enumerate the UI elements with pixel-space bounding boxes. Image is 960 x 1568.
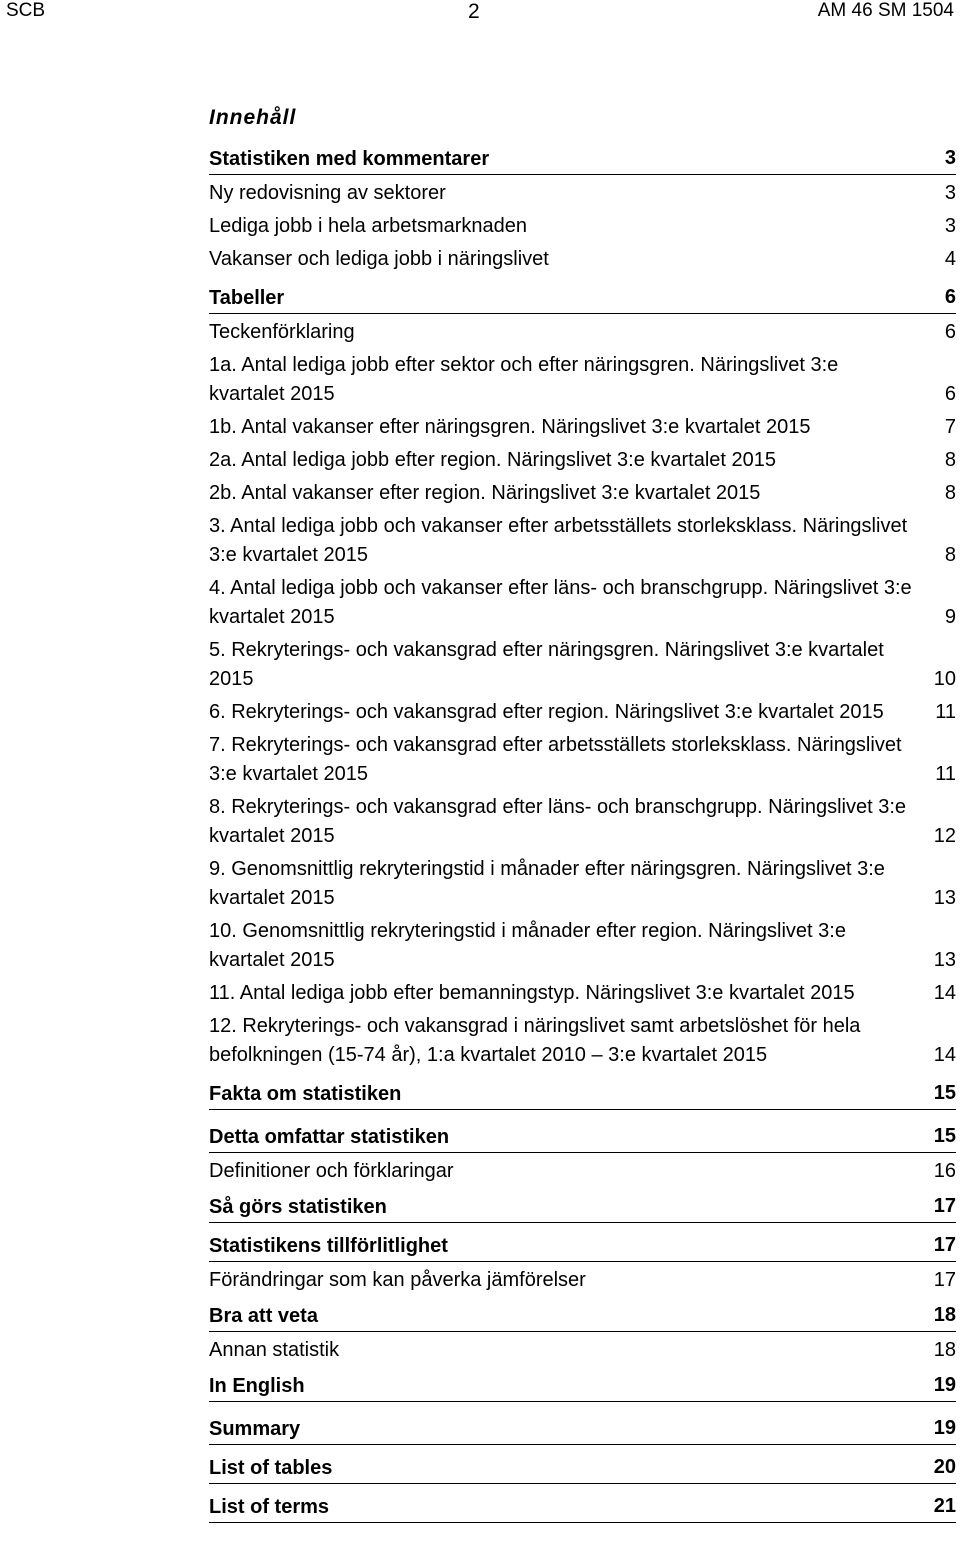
toc-entry[interactable] — [209, 212, 956, 241]
toc-entry[interactable] — [209, 446, 956, 475]
page-header — [0, 0, 960, 26]
toc-entry-text: 9. Genomsnittlig rekryteringstid i månader efter näringsgren. Näringslivet 3:e kvartalet 2015 — [209, 858, 885, 909]
toc-entry-text: Lediga jobb i hela arbetsmarknaden — [209, 215, 527, 237]
toc-entry-page: 8 — [944, 482, 956, 504]
toc-entry-page: 11 — [935, 701, 956, 723]
toc-entry[interactable] — [209, 479, 956, 508]
toc-section[interactable] — [209, 1192, 956, 1223]
toc-entry-page: 21 — [933, 1495, 956, 1517]
toc-entry[interactable] — [209, 413, 956, 442]
toc-entry-page: 6 — [944, 321, 956, 343]
toc-entry-text: 3. Antal lediga jobb och vakanser efter arbetsställets storleksklass. Näringslivet 3:e kvartalet 2015 — [209, 515, 908, 566]
toc-entry-page: 13 — [933, 887, 956, 909]
toc-entry-page: 6 — [944, 286, 956, 308]
toc-entry-text: 10. Genomsnittlig rekryteringstid i månader efter region. Näringslivet 3:e kvartalet 2015 — [209, 920, 846, 971]
toc-section[interactable] — [209, 1371, 956, 1402]
toc-section[interactable] — [209, 1231, 956, 1262]
toc-entry[interactable] — [209, 917, 956, 975]
toc-section[interactable] — [209, 283, 956, 314]
toc-section[interactable] — [209, 1301, 956, 1332]
toc-entry-text: 7. Rekryterings- och vakansgrad efter arbetsställets storleksklass. Näringslivet 3:e kvartalet 2015 — [209, 734, 902, 785]
toc-entry-text: Teckenförklaring — [209, 321, 355, 343]
toc-entry[interactable] — [209, 636, 956, 694]
toc-entry-text: Summary — [209, 1418, 301, 1440]
toc-entry-page: 15 — [933, 1082, 956, 1104]
toc-entry-text: Annan statistik — [209, 1339, 340, 1361]
toc-entry[interactable] — [209, 245, 956, 274]
toc-entry-text: Så görs statistiken — [209, 1196, 387, 1218]
toc-entry-page: 15 — [933, 1125, 956, 1147]
toc-entry-page: 14 — [933, 982, 956, 1004]
toc-entry-page: 11 — [935, 763, 956, 785]
toc-title: Innehåll — [209, 106, 297, 129]
toc-entry-text: 2a. Antal lediga jobb efter region. Näringslivet 3:e kvartalet 2015 — [209, 449, 777, 471]
toc-entry-page: 14 — [933, 1044, 956, 1066]
toc-entry[interactable] — [209, 512, 956, 570]
toc-entry[interactable] — [209, 179, 956, 208]
toc-entry-text: 1b. Antal vakanser efter näringsgren. Näringslivet 3:e kvartalet 2015 — [209, 416, 811, 438]
page-number: 2 — [468, 0, 480, 23]
toc-entry-page: 4 — [944, 248, 956, 270]
toc-entry-text: 4. Antal lediga jobb och vakanser efter läns- och branschgrupp. Näringslivet 3:e kvartalet 2015 — [209, 577, 912, 628]
toc-entry[interactable] — [209, 855, 956, 913]
toc-entry-page: 13 — [933, 949, 956, 971]
toc-entry-page: 16 — [933, 1160, 956, 1182]
toc-entry-page: 17 — [933, 1234, 956, 1256]
toc-entry[interactable] — [209, 574, 956, 632]
toc-entry-page: 6 — [944, 383, 956, 405]
table-of-contents — [209, 100, 956, 1523]
toc-entry[interactable] — [209, 698, 956, 727]
toc-entry-text: Statistikens tillförlitlighet — [209, 1235, 448, 1257]
toc-entry-text: 1a. Antal lediga jobb efter sektor och efter näringsgren. Näringslivet 3:e kvartalet 2015 — [209, 354, 839, 405]
toc-entry-text: 8. Rekryterings- och vakansgrad efter läns- och branschgrupp. Näringslivet 3:e kvartalet 2015 — [209, 796, 907, 847]
toc-entry-text: List of terms — [209, 1496, 330, 1518]
toc-entry-page: 12 — [933, 825, 956, 847]
toc-entry-text: Bra att veta — [209, 1305, 318, 1327]
toc-entry-page: 8 — [944, 544, 956, 566]
toc-entry-page: 18 — [933, 1339, 956, 1361]
header-publisher: SCB — [6, 0, 46, 21]
toc-entry[interactable] — [209, 1012, 956, 1070]
toc-entry-page: 17 — [933, 1269, 956, 1291]
toc-entry[interactable] — [209, 793, 956, 851]
toc-entry-page: 19 — [933, 1417, 956, 1439]
toc-entry-text: 6. Rekryterings- och vakansgrad efter region. Näringslivet 3:e kvartalet 2015 — [209, 701, 884, 723]
toc-entry-text: 11. Antal lediga jobb efter bemanningstyp. Näringslivet 3:e kvartalet 2015 — [209, 982, 855, 1004]
toc-entry-page: 9 — [944, 606, 956, 628]
toc-entry-page: 17 — [933, 1195, 956, 1217]
toc-entry-text: Definitioner och förklaringar — [209, 1160, 454, 1182]
toc-section[interactable] — [209, 144, 956, 175]
toc-entry-page: 19 — [933, 1374, 956, 1396]
toc-entry-text: Fakta om statistiken — [209, 1083, 402, 1105]
toc-entry-text: Statistiken med kommentarer — [209, 148, 490, 170]
toc-entry-page: 3 — [944, 182, 956, 204]
toc-entry-text: Vakanser och lediga jobb i näringslivet — [209, 248, 549, 270]
toc-entry-page: 3 — [944, 215, 956, 237]
toc-entry-text: 12. Rekryterings- och vakansgrad i näringslivet samt arbetslöshet för hela befolkningen (15-74 år), 1:a kvartalet 2010 – 3:e kvartalet 2015 — [209, 1015, 861, 1066]
toc-entry-page: 8 — [944, 449, 956, 471]
toc-section[interactable] — [209, 1492, 956, 1523]
toc-entry-page: 3 — [944, 147, 956, 169]
toc-entry[interactable] — [209, 1157, 956, 1186]
toc-entry-text: Detta omfattar statistiken — [209, 1126, 450, 1148]
toc-section[interactable] — [209, 1453, 956, 1484]
toc-section[interactable] — [209, 1122, 956, 1153]
report-id: AM 46 SM 1504 — [817, 0, 954, 21]
toc-section[interactable] — [209, 1414, 956, 1445]
toc-entry[interactable] — [209, 979, 956, 1008]
toc-section[interactable] — [209, 1079, 956, 1110]
toc-entry-page: 18 — [933, 1304, 956, 1326]
toc-entry[interactable] — [209, 351, 956, 409]
toc-entry-page: 7 — [944, 416, 956, 438]
toc-entry-text: In English — [209, 1375, 305, 1397]
toc-entry-text: List of tables — [209, 1457, 333, 1479]
toc-entry[interactable] — [209, 1336, 956, 1365]
toc-entry-text: Tabeller — [209, 287, 285, 309]
toc-entry-text: 5. Rekryterings- och vakansgrad efter näringsgren. Näringslivet 3:e kvartalet 2015 — [209, 639, 884, 690]
toc-entry-text: 2b. Antal vakanser efter region. Näringslivet 3:e kvartalet 2015 — [209, 482, 761, 504]
toc-entry[interactable] — [209, 1266, 956, 1295]
toc-entry-text: Förändringar som kan påverka jämförelser — [209, 1269, 586, 1291]
toc-entry[interactable] — [209, 318, 956, 347]
toc-entry-page: 20 — [933, 1456, 956, 1478]
toc-entry[interactable] — [209, 731, 956, 789]
toc-entry-page: 10 — [933, 668, 956, 690]
toc-entry-text: Ny redovisning av sektorer — [209, 182, 446, 204]
